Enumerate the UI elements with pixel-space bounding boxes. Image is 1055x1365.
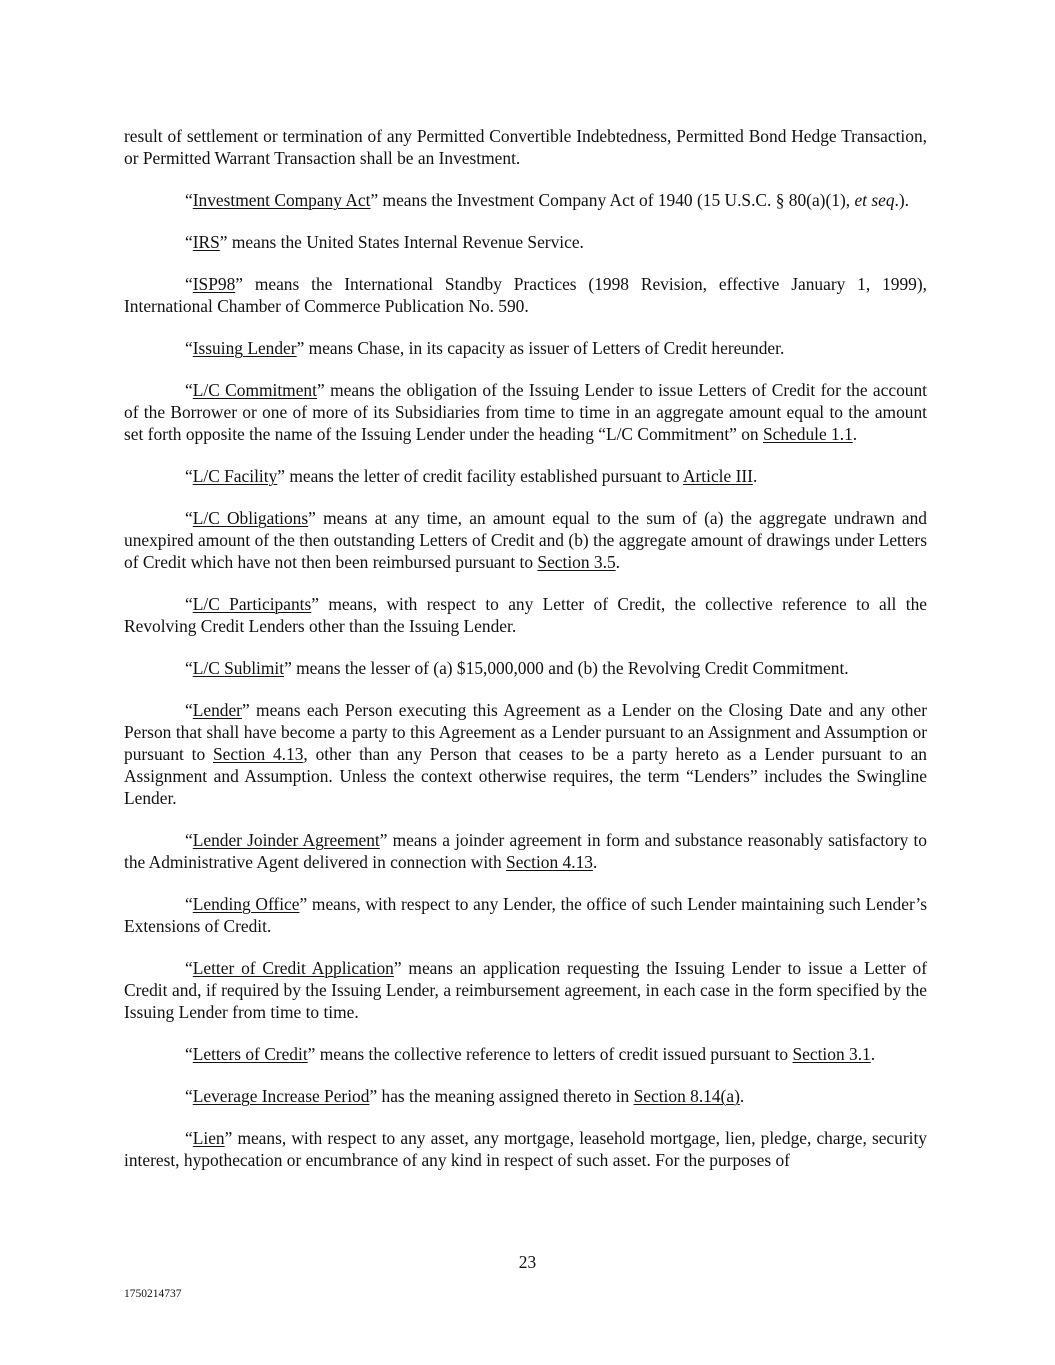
definition-text: ” means the Investment Company Act of 1940 (15 U.S.C. § 80(a)(1),: [370, 190, 855, 210]
defined-term: Leverage Increase Period: [192, 1086, 370, 1106]
open-quote: “: [185, 1044, 193, 1064]
definition-leverage-increase-period: [124, 1085, 927, 1107]
definition-isp98: [124, 273, 927, 317]
definition-text: ” means each Person executing this Agreement as a Lender on the Closing Date and any other Person that shall have become a party to this Agreement as a Lender pursuant to an Assignment and Assumption or pursuant to: [124, 700, 927, 764]
definition-lender-joinder-agreement: [124, 829, 927, 873]
open-quote: “: [185, 466, 193, 486]
definition-text: ” means the International Standby Practices (1998 Revision, effective January 1, 1999), International Chamber of Commerce Publication No. 590.: [124, 274, 927, 316]
defined-term: L/C Participants: [192, 594, 312, 614]
definition-text: .: [752, 466, 758, 486]
defined-term: Letter of Credit Application: [192, 958, 394, 978]
definition-text: ” means, with respect to any Letter of Credit, the collective reference to all the Revolving Credit Lenders other than the Issuing Lender.: [124, 594, 927, 636]
definition-text: ” means, with respect to any Lender, the office of such Lender maintaining such Lender’s Extensions of Credit.: [124, 894, 928, 936]
document-body: [124, 125, 927, 1191]
definition-text: .: [592, 852, 598, 872]
definition-investment-company-act: [124, 189, 927, 211]
defined-term: Issuing Lender: [192, 338, 297, 358]
open-quote: “: [185, 594, 193, 614]
definition-text: ” means at any time, an amount equal to the sum of (a) the aggregate undrawn and unexpired amount of the then outstanding Letters of Credit and (b) the aggregate amount of drawings under Letters of Credit which have not then been reimbursed pursuant to: [124, 508, 928, 572]
definition-text: ” means the lesser of (a) $15,000,000 and (b) the Revolving Credit Commitment.: [284, 658, 849, 678]
definition-text: ” means a joinder agreement in form and substance reasonably satisfactory to the Administrative Agent delivered in connection with: [124, 830, 927, 872]
open-quote: “: [185, 1128, 193, 1148]
cross-reference: Section 4.13: [213, 744, 304, 764]
definition-text: ” means Chase, in its capacity as issuer of Letters of Credit hereunder.: [296, 338, 785, 358]
paragraph-investment-continuation: [124, 125, 927, 169]
cross-reference: Section 3.5: [537, 552, 616, 572]
defined-term: L/C Obligations: [192, 508, 309, 528]
definition-lc-facility: [124, 465, 927, 487]
open-quote: “: [185, 508, 193, 528]
definition-lc-sublimit: [124, 657, 927, 679]
definition-text: ” means the United States Internal Revenue Service.: [219, 232, 584, 252]
open-quote: “: [185, 232, 193, 252]
definition-lc-obligations: [124, 507, 927, 573]
definition-text: .: [870, 1044, 876, 1064]
open-quote: “: [185, 338, 193, 358]
cross-reference: Section 8.14(a): [633, 1086, 740, 1106]
page-number: 23: [518, 1252, 537, 1272]
defined-term: Investment Company Act: [192, 190, 371, 210]
cross-reference: Article III: [682, 466, 753, 486]
definition-irs: [124, 231, 927, 253]
open-quote: “: [185, 830, 193, 850]
defined-term: L/C Facility: [192, 466, 278, 486]
italic-text: et seq: [854, 190, 895, 210]
definition-text: .: [852, 424, 858, 444]
open-quote: “: [185, 700, 193, 720]
definition-lending-office: [124, 893, 927, 937]
open-quote: “: [185, 894, 193, 914]
paragraph-text: result of settlement or termination of any Permitted Convertible Indebtedness, Permitted Bond Hedge Transaction, or Permitted Warrant Transaction shall be an Investment.: [124, 126, 927, 168]
definition-letter-of-credit-application: [124, 957, 927, 1023]
definition-text: , other than any Person that ceases to be a party hereto as a Lender pursuant to an Assignment and Assumption. Unless the context otherwise requires, the term “Lenders” includes the Swingline Lender.: [124, 744, 927, 808]
defined-term: IRS: [192, 232, 220, 252]
open-quote: “: [185, 958, 193, 978]
definition-lc-participants: [124, 593, 927, 637]
open-quote: “: [185, 190, 193, 210]
cross-reference: Schedule 1.1: [762, 424, 853, 444]
defined-term: L/C Sublimit: [192, 658, 285, 678]
open-quote: “: [185, 658, 193, 678]
definition-text: .: [739, 1086, 745, 1106]
open-quote: “: [185, 274, 193, 294]
document-id: 1750214737: [124, 1288, 182, 1300]
open-quote: “: [185, 1086, 193, 1106]
definition-text: ” means, with respect to any asset, any mortgage, leasehold mortgage, lien, pledge, charge, security interest, hypothecation or encumbrance of any kind in respect of such asset. For the purposes of: [124, 1128, 927, 1170]
definition-letters-of-credit: [124, 1043, 927, 1065]
defined-term: L/C Commitment: [192, 380, 317, 400]
definition-text: ” means the letter of credit facility established pursuant to: [277, 466, 683, 486]
definition-lender: [124, 699, 927, 809]
definition-text: .: [615, 552, 621, 572]
definition-lien: [124, 1127, 927, 1171]
definition-lc-commitment: [124, 379, 927, 445]
definition-text: ” means the obligation of the Issuing Lender to issue Letters of Credit for the account of the Borrower or one of more of its Subsidiaries from time to time in an aggregate amount equal to the amount set forth opposite the name of the Issuing Lender under the heading “L/C Commitment” on: [124, 380, 928, 444]
definition-text: ” has the meaning assigned thereto in: [369, 1086, 634, 1106]
defined-term: ISP98: [192, 274, 236, 294]
definition-text: ” means the collective reference to letters of credit issued pursuant to: [307, 1044, 793, 1064]
defined-term: Lending Office: [192, 894, 300, 914]
defined-term: Lien: [192, 1128, 225, 1148]
open-quote: “: [185, 380, 193, 400]
defined-term: Lender: [192, 700, 242, 720]
defined-term: Letters of Credit: [192, 1044, 308, 1064]
definition-text: .).: [894, 190, 910, 210]
definition-issuing-lender: [124, 337, 927, 359]
cross-reference: Section 3.1: [792, 1044, 871, 1064]
cross-reference: Section 4.13: [506, 852, 593, 872]
definition-text: ” means an application requesting the Issuing Lender to issue a Letter of Credit and, if required by the Issuing Lender, a reimbursement agreement, in each case in the form specified by the Issuing Lender from time to time.: [124, 958, 927, 1022]
defined-term: Lender Joinder Agreement: [192, 830, 380, 850]
